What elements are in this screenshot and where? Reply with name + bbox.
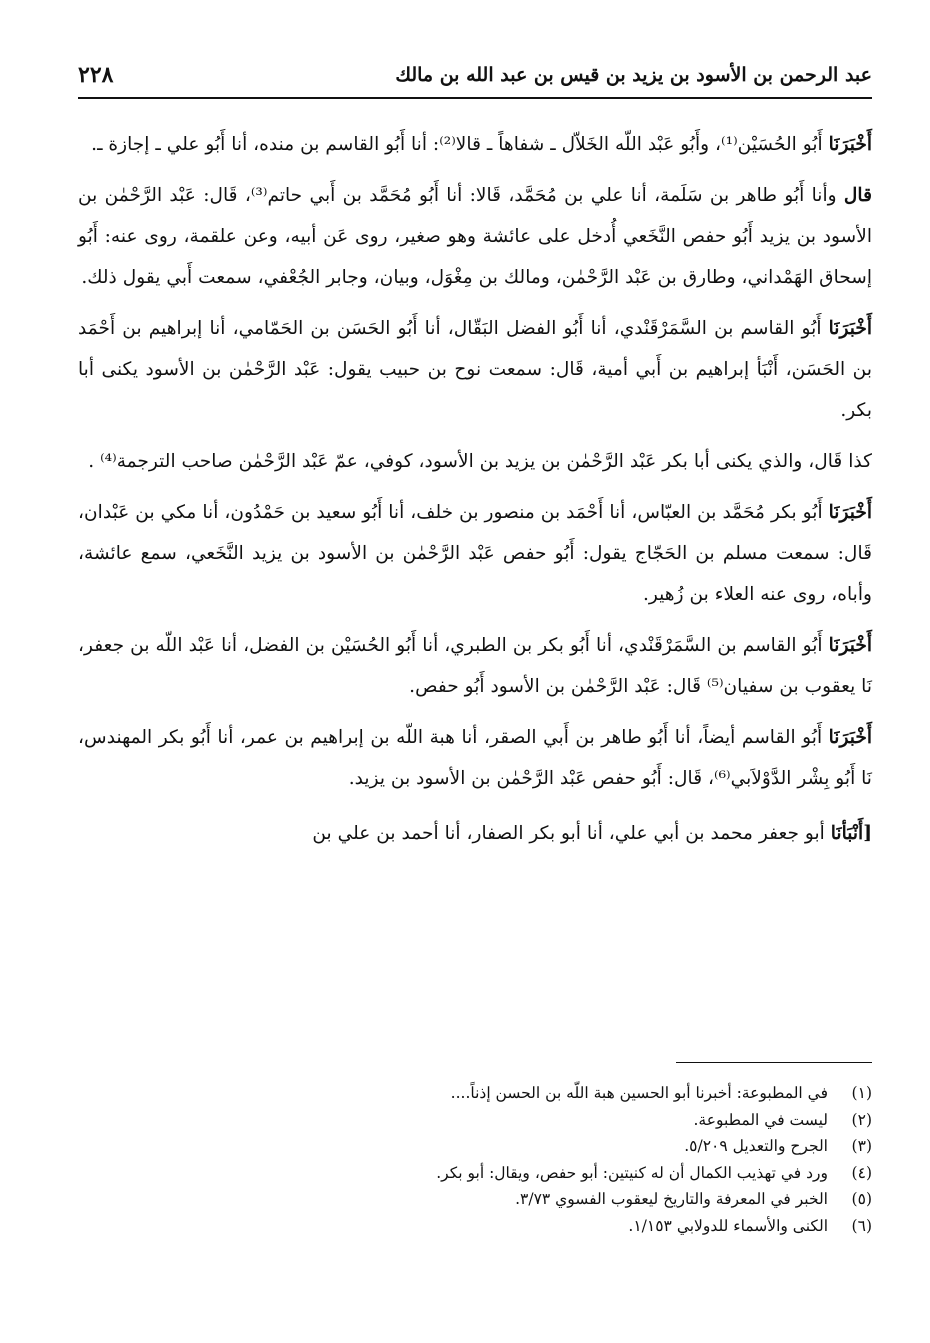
footnote [120, 1107, 872, 1134]
paragraph [78, 717, 872, 799]
paragraph [78, 813, 872, 854]
page-header [78, 62, 872, 94]
paragraph-text: وأنا أَبُو طاهر بن سَلَمة، أنا علي بن مُحَمَّد، قَالا: أنا أَبُو مُحَمَّد بن أَبي حاتم⁽³⁾، قَال: عَبْد الرَّحْمٰن بن الأسود بن يزيد أَبُو حفص النَّخَعي أُدخل على عائشة وهو صغير، روى عَن أبيه، وعن علقمة، روى عنه: أَبُو إسحاق الهَمْداني، وطارق بن عَبْد الرَّحْمٰن، ومالك بن مِغْوَل، وبيان، وجابر الجُعْفي، سمعت أَبي يقول ذلك. [78, 185, 872, 288]
footnote-number: (٥) [851, 1190, 872, 1208]
paragraph-keyword: أَخْبَرَنَا [828, 318, 872, 339]
paragraph [78, 625, 872, 707]
paragraph-keyword: [أَنْبَأنَا [830, 823, 872, 844]
footnote-rule [676, 1062, 872, 1063]
footnote-number: (١) [851, 1084, 872, 1102]
footnote [120, 1160, 872, 1187]
paragraph-text: أبو جعفر محمد بن أبي علي، أنا أبو بكر الصفار، أنا أحمد بن علي بن [312, 823, 831, 844]
main-text [78, 124, 872, 864]
paragraph-keyword: أَخْبَرَنَا [828, 502, 872, 523]
paragraph-text: أَبُو القاسم أيضاً، أنا أَبُو طاهر بن أَبي الصقر، أنا هبة اللّه بن إبراهيم بن عمر، أنا أَبُو بكر المهندس، نَا أَبُو بِشْر الدَّوْلاَبي⁽⁶⁾، قَال: أَبُو حفص عَبْد الرَّحْمٰن بن الأسود بن يزيد. [78, 727, 872, 789]
footnote-text: في المطبوعة: أخبرنا أبو الحسين هبة اللّه بن الحسن إذناً.... [450, 1084, 828, 1102]
footnote [120, 1133, 872, 1160]
footnote-number: (٤) [851, 1163, 872, 1182]
paragraph [78, 308, 872, 431]
footnote [120, 1213, 872, 1240]
paragraph-text: أَبُو القاسم بن السَّمَرْقَنْدي، أنا أَبُو الفضل البَقّال، أنا أَبُو الحَسَن بن الحَمّامي، أنا إبراهيم بن أَحْمَد بن الحَسَن، أَنْبَأ إبراهيم بن أَبي أمية، قَال: سمعت نوح بن حبيب يقول: عَبْد الرَّحْمٰن بن الأسود يكنى أبا بكر. [78, 318, 872, 421]
page-number: ٢٢٨ [78, 62, 114, 88]
footnote-text: الخبر في المعرفة والتاريخ ليعقوب الفسوي ٣/٧٣. [515, 1190, 828, 1208]
footnote [120, 1080, 872, 1107]
paragraph-keyword: أَخْبَرَنَا [828, 635, 872, 656]
paragraph [78, 441, 872, 482]
paragraph-text: أَبُو الحُسَيْن⁽¹⁾، وأَبُو عَبْد اللّه الخَلاّل ـ شفاهاً ـ قالا⁽²⁾: أنا أَبُو القاسم بن منده، أنا أَبُو علي ـ إجازة ـ. [91, 134, 829, 155]
footnote-number: (٦) [851, 1216, 872, 1235]
footnote-text: ليست في المطبوعة. [693, 1110, 828, 1129]
footnote [120, 1186, 872, 1213]
footnote-number: (٢) [851, 1110, 872, 1129]
header-rule [78, 97, 872, 99]
footnote-text: الجرح والتعديل ٥/٢٠٩. [684, 1137, 828, 1155]
footnote-number: (٣) [851, 1137, 872, 1155]
paragraph-text: كذا قَال، والذي يكنى أبا بكر عَبْد الرَّحْمٰن بن يزيد بن الأسود، كوفي، عمّ عَبْد الرَّحْمٰن صاحب الترجمة⁽⁴⁾ . [88, 451, 872, 472]
paragraph-text: أَبُو القاسم بن السَّمَرْقَنْدي، أنا أَبُو بكر بن الطبري، أنا أَبُو الحُسَيْن بن الفضل، أنا عَبْد اللّه بن جعفر، نَا يعقوب بن سفيان⁽⁵⁾ قَال: عَبْد الرَّحْمٰن بن الأسود أَبُو حفص. [78, 635, 872, 697]
paragraph-keyword: أَخْبَرَنَا [828, 727, 872, 748]
footnotes [120, 1080, 872, 1239]
paragraph-keyword: قال [843, 185, 872, 206]
footnote-text: الكنى والأسماء للدولابي ١/١٥٣. [628, 1216, 828, 1235]
running-title: عبد الرحمن بن الأسود بن يزيد بن قيس بن عبد الله بن مالك [395, 64, 872, 86]
paragraph [78, 492, 872, 615]
paragraph [78, 124, 872, 165]
paragraph [78, 175, 872, 298]
footnote-text: ورد في تهذيب الكمال أن له كنيتين: أبو حفص، ويقال: أبو بكر. [436, 1163, 828, 1182]
paragraph-text: أَبُو بكر مُحَمَّد بن العبّاس، أنا أَحْمَد بن منصور بن خلف، أنا أَبُو سعيد بن حَمْدُون، أنا مكي بن عَبْدان، قَال: سمعت مسلم بن الحَجّاج يقول: أَبُو حفص عَبْد الرَّحْمٰن بن الأسود بن يزيد النَّخَعي، سمع عائشة، وأباه، روى عنه العلاء بن زُهير. [78, 502, 872, 605]
paragraph-keyword: أَخْبَرَنَا [828, 134, 872, 155]
